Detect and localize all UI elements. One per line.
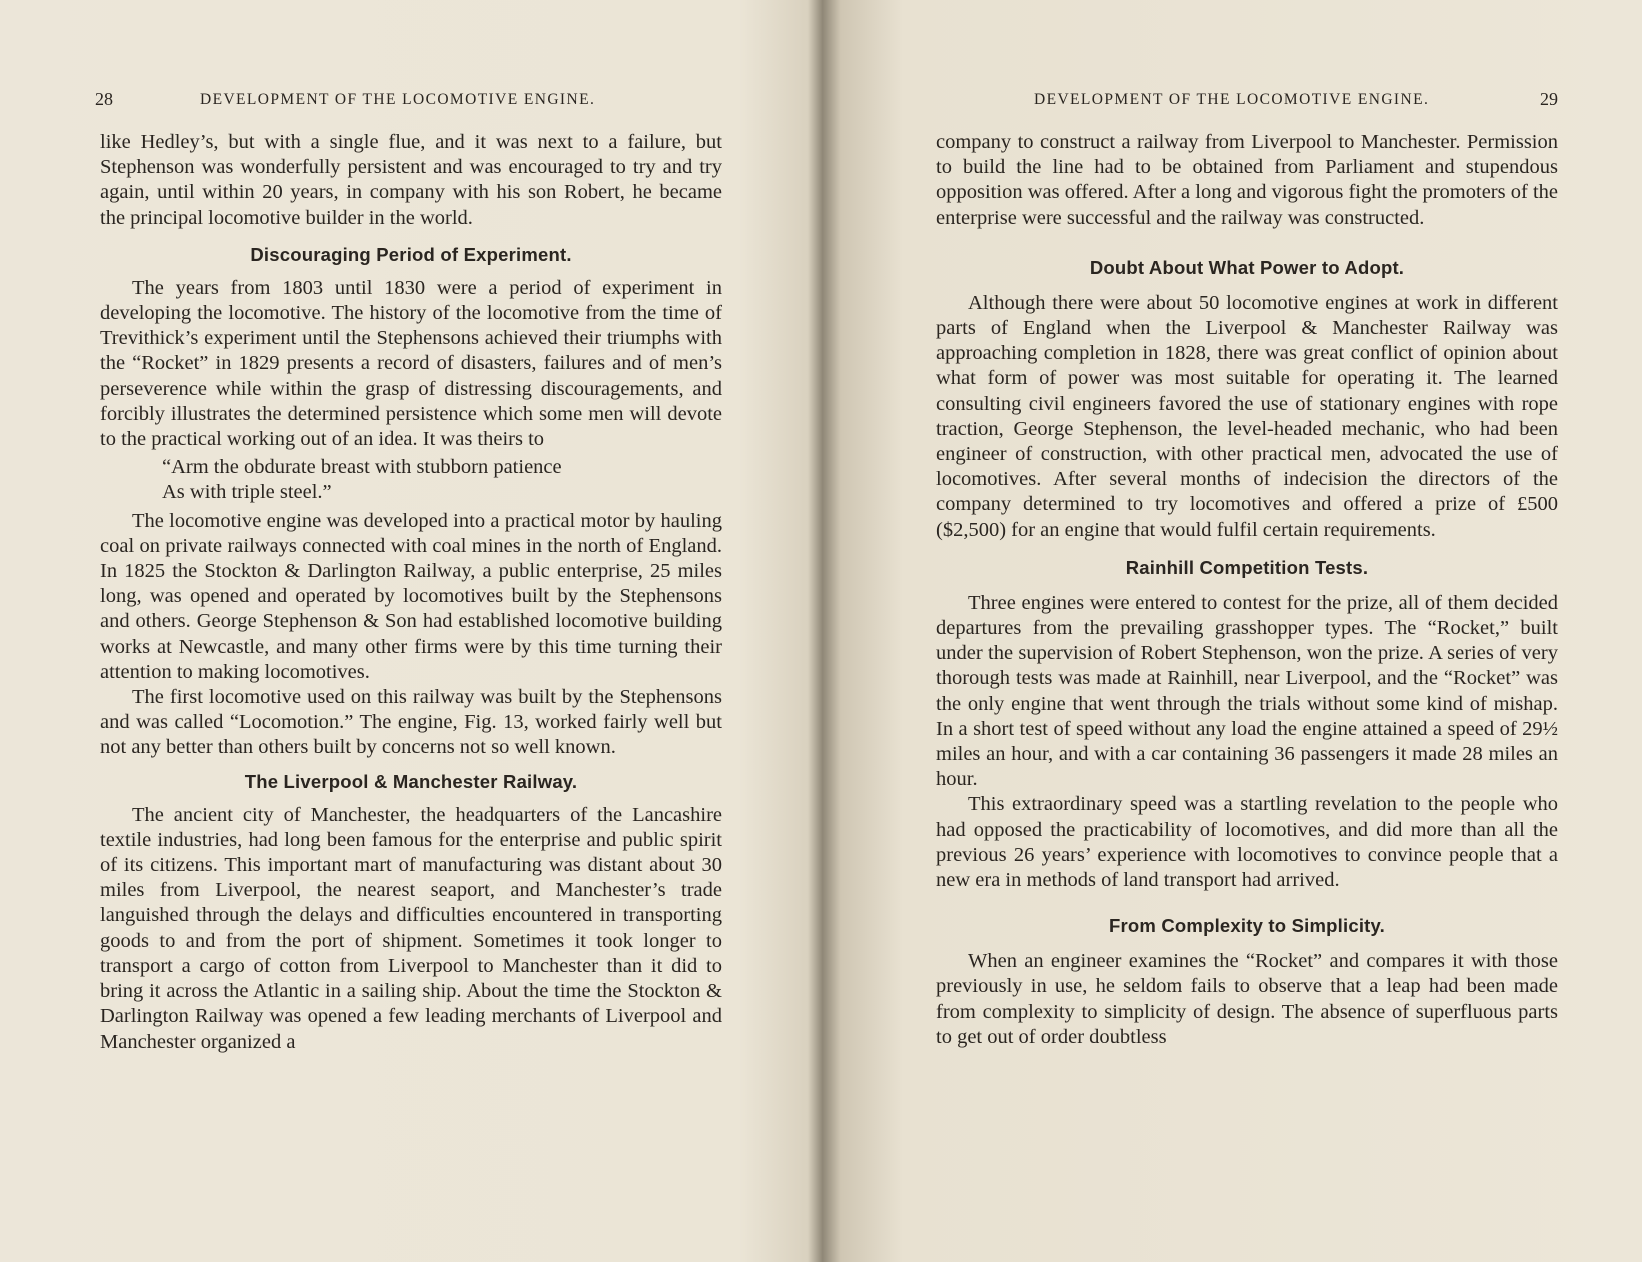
right-opening-paragraph: company to construct a railway from Liverpool to Manchester. Permission to build the line had to be obtained from Parliament and stupendous opposition was offered. After a long and vigorous fight the promoters of the enterprise were successful and the railway was constructed.	[936, 131, 1558, 229]
left-paragraph-4: The ancient city of Manchester, the headquarters of the Lancashire textile industries, had long been famous for the enterprise and public spirit of its citizens. This important mart of manufacturing was distant about 30 miles from Liverpool, the nearest seaport, and Manchester’s trade languished through the delays and difficulties encountered in transporting goods to and from the port of shipment. Sometimes it took longer to transport a cargo of cotton from Liverpool to Manchester than it did to bring it across the Atlantic in a sailing ship. About the time the Stockton & Darlington Railway was opened a few leading merchants of Liverpool and Manchester organized a	[100, 803, 722, 1053]
right-text-block	[936, 130, 1558, 1050]
quote-line-1: “Arm the obdurate breast with stubborn patience	[162, 456, 562, 479]
running-head-left: DEVELOPMENT OF THE LOCOMOTIVE ENGINE.	[200, 91, 596, 108]
left-opening-paragraph: like Hedley’s, but with a single flue, and it was next to a failure, but Stephenson was wonderfully persistent and was encouraged to try and try again, until within 20 years, in company with his son Robert, he became the principal locomotive builder in the world.	[100, 131, 722, 229]
left-text-block	[100, 130, 722, 1055]
left-page	[0, 0, 820, 1262]
right-paragraph-1: Although there were about 50 locomotive engines at work in different parts of England when the Liverpool & Manchester Railway was approaching completion in 1828, there was great conflict of opinion about what form of power was most suitable for operating it. The learned consulting civil engineers favored the use of stationary engines with rope traction, George Stephenson, the level-headed mechanic, who had been engineer of construction, with other practical men, advocated the use of locomotives. After several months of indecision the directors of the company determined to try locomotives and offered a prize of £500 ($2,500) for an engine that would fulfil certain requirements.	[936, 291, 1558, 541]
right-paragraph-3: This extraordinary speed was a startling revelation to the people who had opposed the practicability of locomotives, and did more than all the previous 26 years’ experience with locomotives to convince people that a new era in methods of land transport had arrived.	[936, 793, 1558, 892]
heading-discouraging-period: Discouraging Period of Experiment.	[250, 243, 572, 265]
verse-quote	[100, 455, 722, 505]
right-paragraph-4: When an engineer examines the “Rocket” and compares it with those previously in use, he seldom fails to observe that a leap had been made from complexity to simplicity of design. The absence of superfluous parts to get out of order doubtless	[936, 950, 1558, 1048]
left-paragraph-1: The years from 1803 until 1830 were a period of experiment in developing the locomotive. The history of the locomotive from the time of Trevithick’s experiment until the Stephensons achieved their triumphs with the “Rocket” in 1829 presents a record of disasters, failures and of men’s perseverence while within the grasp of distressing discouragements, and forcibly illustrates the determined persistence which some men will devote to the practical working out of an idea. It was theirs to	[100, 276, 722, 451]
heading-doubt-about-power: Doubt About What Power to Adopt.	[1089, 256, 1405, 278]
quote-line-2: As with triple steel.”	[162, 481, 332, 504]
left-paragraph-2: The locomotive engine was developed into a practical motor by hauling coal on private railways connected with coal mines in the north of England. In 1825 the Stockton & Darlington Railway, a public enterprise, 25 miles long, was opened and operated by locomotives built by the Stephensons and others. George Stephenson & Son had established locomotive building works at Newcastle, and many other firms were by this time turning their attention to making locomotives.	[100, 509, 722, 683]
running-head-right: DEVELOPMENT OF THE LOCOMOTIVE ENGINE.	[1034, 91, 1430, 108]
heading-rainhill-tests: Rainhill Competition Tests.	[1125, 556, 1369, 578]
page-number-right: 29	[1540, 89, 1558, 109]
right-page	[822, 0, 1642, 1262]
heading-complexity-simplicity: From Complexity to Simplicity.	[1108, 915, 1385, 937]
left-paragraph-3: The first locomotive used on this railway was built by the Stephensons and was called “Locomotion.” The engine, Fig. 13, worked fairly well but not any better than others built by concerns not so well known.	[100, 686, 722, 759]
heading-liverpool-manchester: The Liverpool & Manchester Railway.	[244, 770, 578, 792]
right-paragraph-2: Three engines were entered to contest for the prize, all of them decided departures from the prevailing grasshopper types. The “Rocket,” built under the supervision of Robert Stephenson, won the prize. A series of very thorough tests was made at Rainhill, near Liverpool, and the “Rocket” was the only engine that went through the trials without some kind of mishap. In a short test of speed without any load the engine attained a speed of 29½ miles an hour, and with a car containing 36 passengers it made 28 miles an hour.	[936, 591, 1558, 791]
page-number-left: 28	[95, 89, 113, 109]
